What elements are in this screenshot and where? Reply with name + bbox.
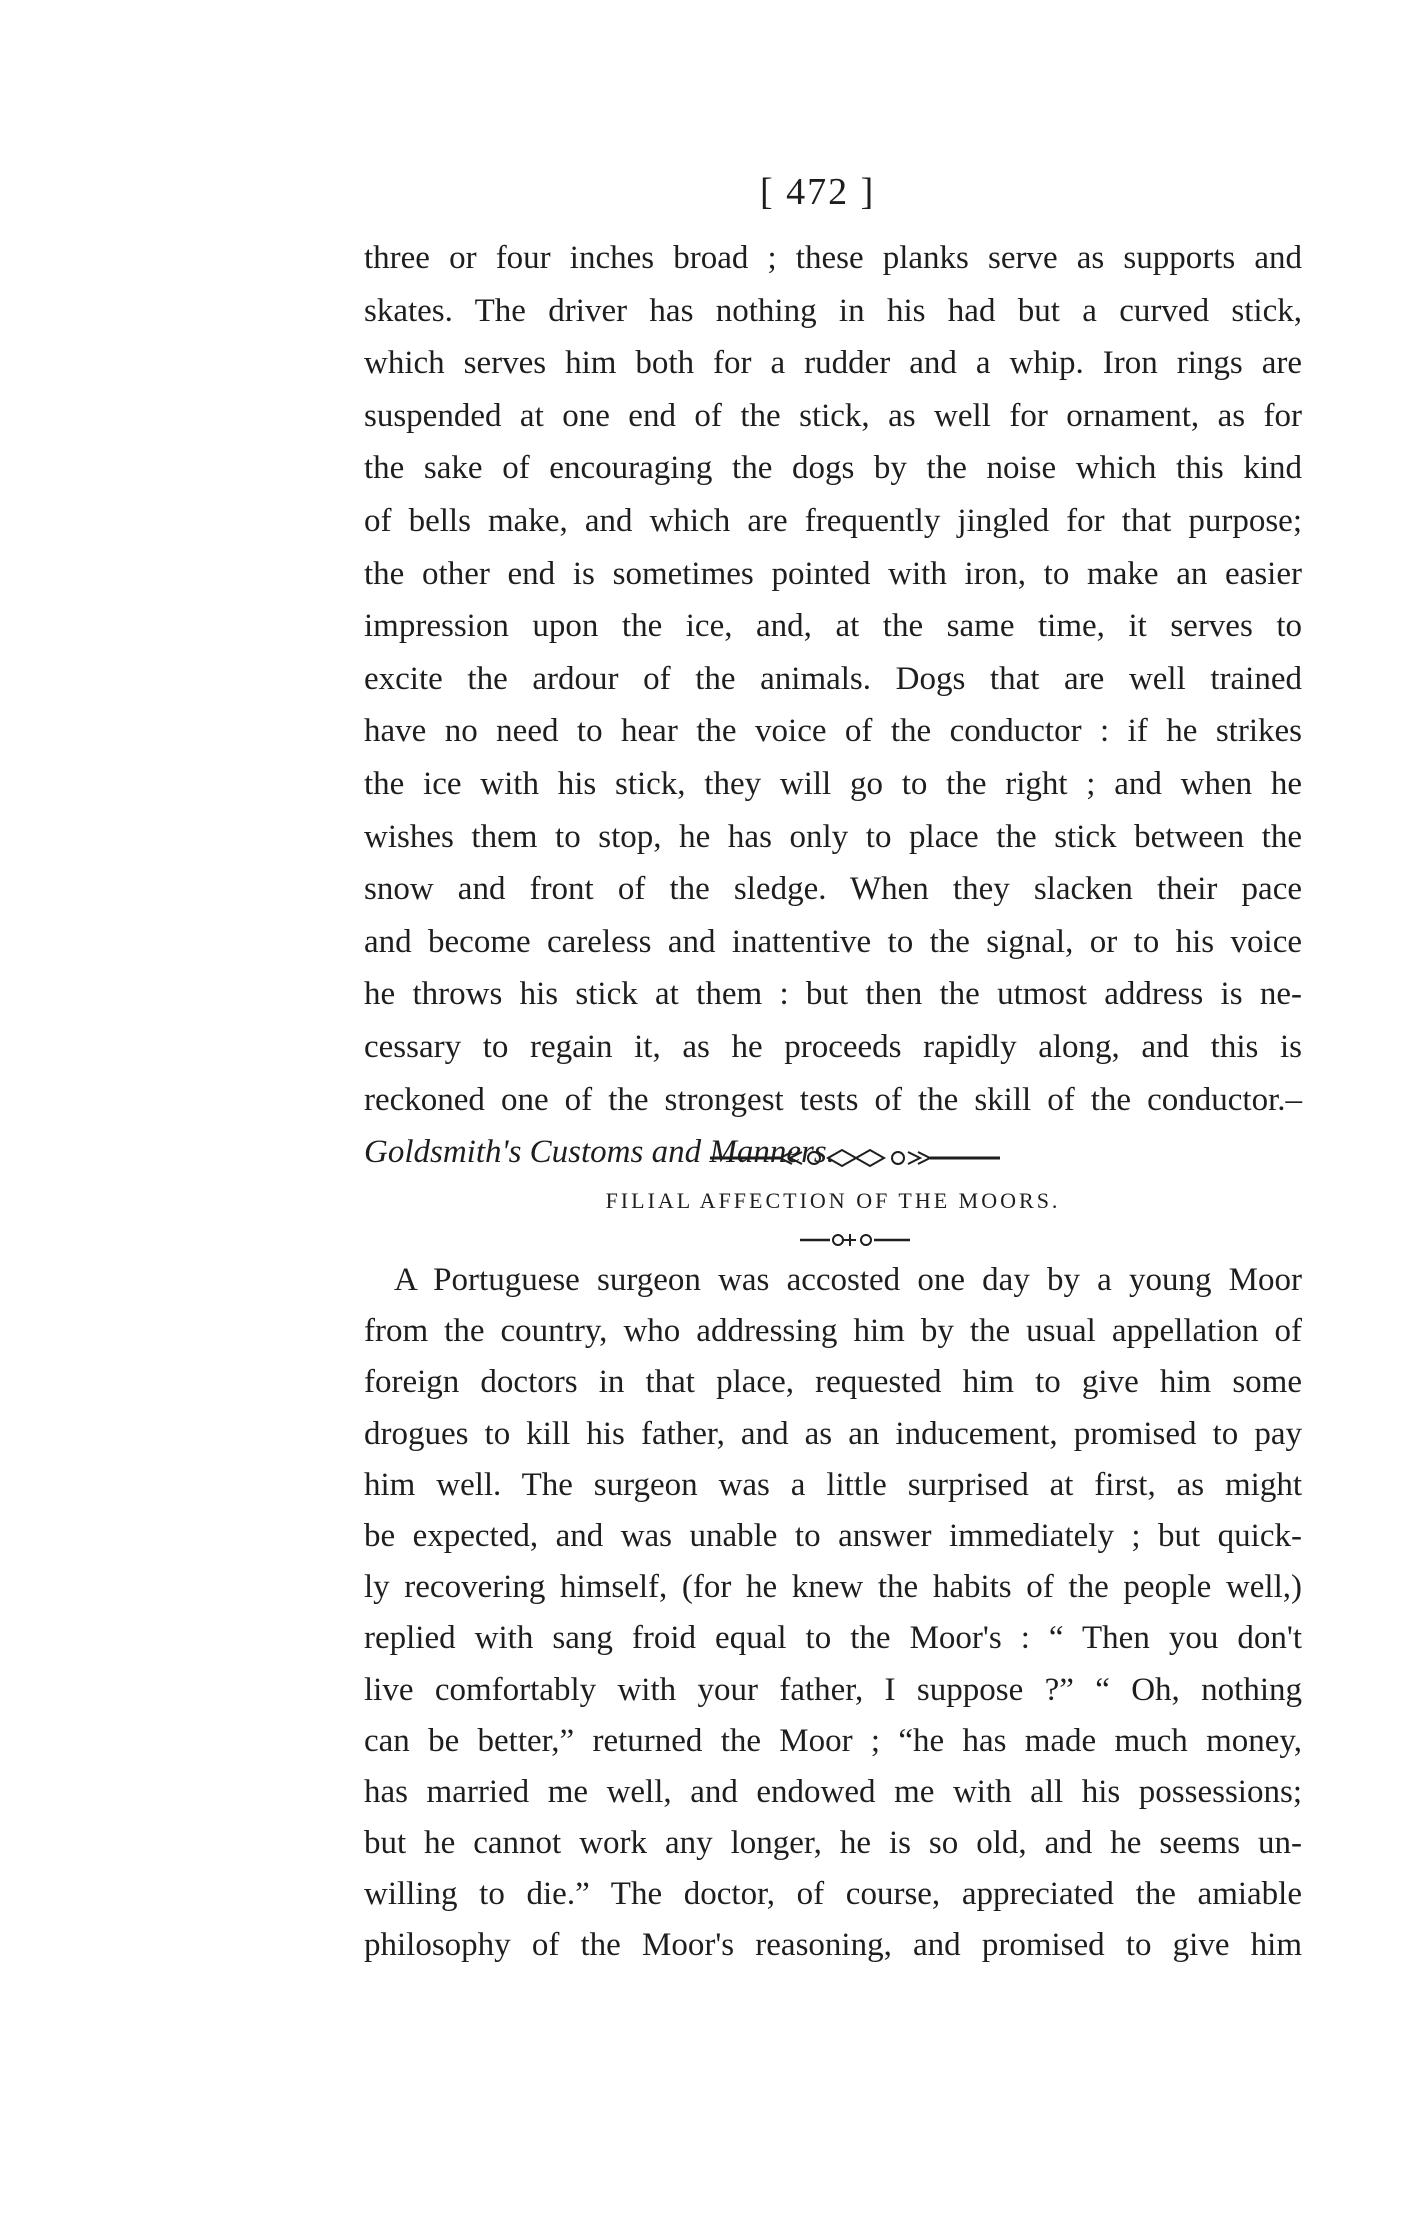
text-line: excite the ardour of the animals. Dogs that are well trained [364, 660, 1302, 697]
text-line: willing to die.” The doctor, of course, appreciated the amiable [364, 1876, 1302, 1913]
dog-sledge-passage [364, 232, 1302, 1179]
text-line: but he cannot work any longer, he is so old, and he seems un- [364, 1825, 1302, 1862]
text-line: him well. The surgeon was a little surprised at first, as might [364, 1466, 1302, 1503]
text-line: can be better,” returned the Moor ; “he has made much money, [364, 1722, 1302, 1759]
text-line: cessary to regain it, as he proceeds rapidly along, and this is [364, 1028, 1302, 1065]
small-divider-icon [800, 1231, 910, 1249]
text-line: the ice with his stick, they will go to the right ; and when he [364, 765, 1302, 802]
text-line: three or four inches broad ; these planks serve as supports and [364, 240, 1302, 276]
text-line: from the country, who addressing him by the usual appellation of [364, 1313, 1302, 1350]
text-line: wishes them to stop, he has only to place the stick between the [364, 818, 1302, 855]
text-line: A Portuguese surgeon was accosted one day by a young Moor [394, 1262, 1302, 1298]
page-number: [ 472 ] [760, 171, 876, 213]
source-citation: Goldsmith's Customs and Manners. [364, 1134, 835, 1171]
text-line: foreign doctors in that place, requested him to give him some [364, 1364, 1302, 1401]
text-line: has married me well, and endowed me with all his possessions; [364, 1773, 1302, 1810]
text-line: of bells make, and which are frequently jingled for that purpose; [364, 502, 1302, 539]
text-line: impression upon the ice, and, at the same time, it serves to [364, 608, 1302, 645]
text-line: the other end is sometimes pointed with iron, to make an easier [364, 555, 1302, 592]
text-line: he throws his stick at them : but then the utmost address is ne- [364, 976, 1302, 1013]
text-line: have no need to hear the voice of the conductor : if he strikes [364, 713, 1302, 750]
filial-affection-passage [364, 1255, 1302, 1972]
text-line: which serves him both for a rudder and a whip. Iron rings are [364, 345, 1302, 382]
text-line: reckoned one of the strongest tests of the skill of the conductor.– [364, 1081, 1302, 1118]
text-line: replied with sang froid equal to the Moor's : “ Then you don't [364, 1620, 1302, 1657]
text-line: skates. The driver has nothing in his had but a curved stick, [364, 292, 1302, 329]
section-title: FILIAL AFFECTION OF THE MOORS. [605, 1188, 1061, 1213]
text-line: the sake of encouraging the dogs by the noise which this kind [364, 450, 1302, 487]
text-line: and become careless and inattentive to the signal, or to his voice [364, 923, 1302, 960]
decorative-divider-icon [710, 1146, 1000, 1170]
text-line: drogues to kill his father, and as an inducement, promised to pay [364, 1415, 1302, 1452]
text-line: philosophy of the Moor's reasoning, and promised to give him [364, 1927, 1302, 1964]
text-line: ly recovering himself, (for he knew the habits of the people well,) [364, 1569, 1302, 1606]
text-line: be expected, and was unable to answer immediately ; but quick- [364, 1517, 1302, 1554]
text-line: snow and front of the sledge. When they slacken their pace [364, 871, 1302, 908]
text-line: suspended at one end of the stick, as well for ornament, as for [364, 397, 1302, 434]
text-line: live comfortably with your father, I suppose ?” “ Oh, nothing [364, 1671, 1302, 1708]
